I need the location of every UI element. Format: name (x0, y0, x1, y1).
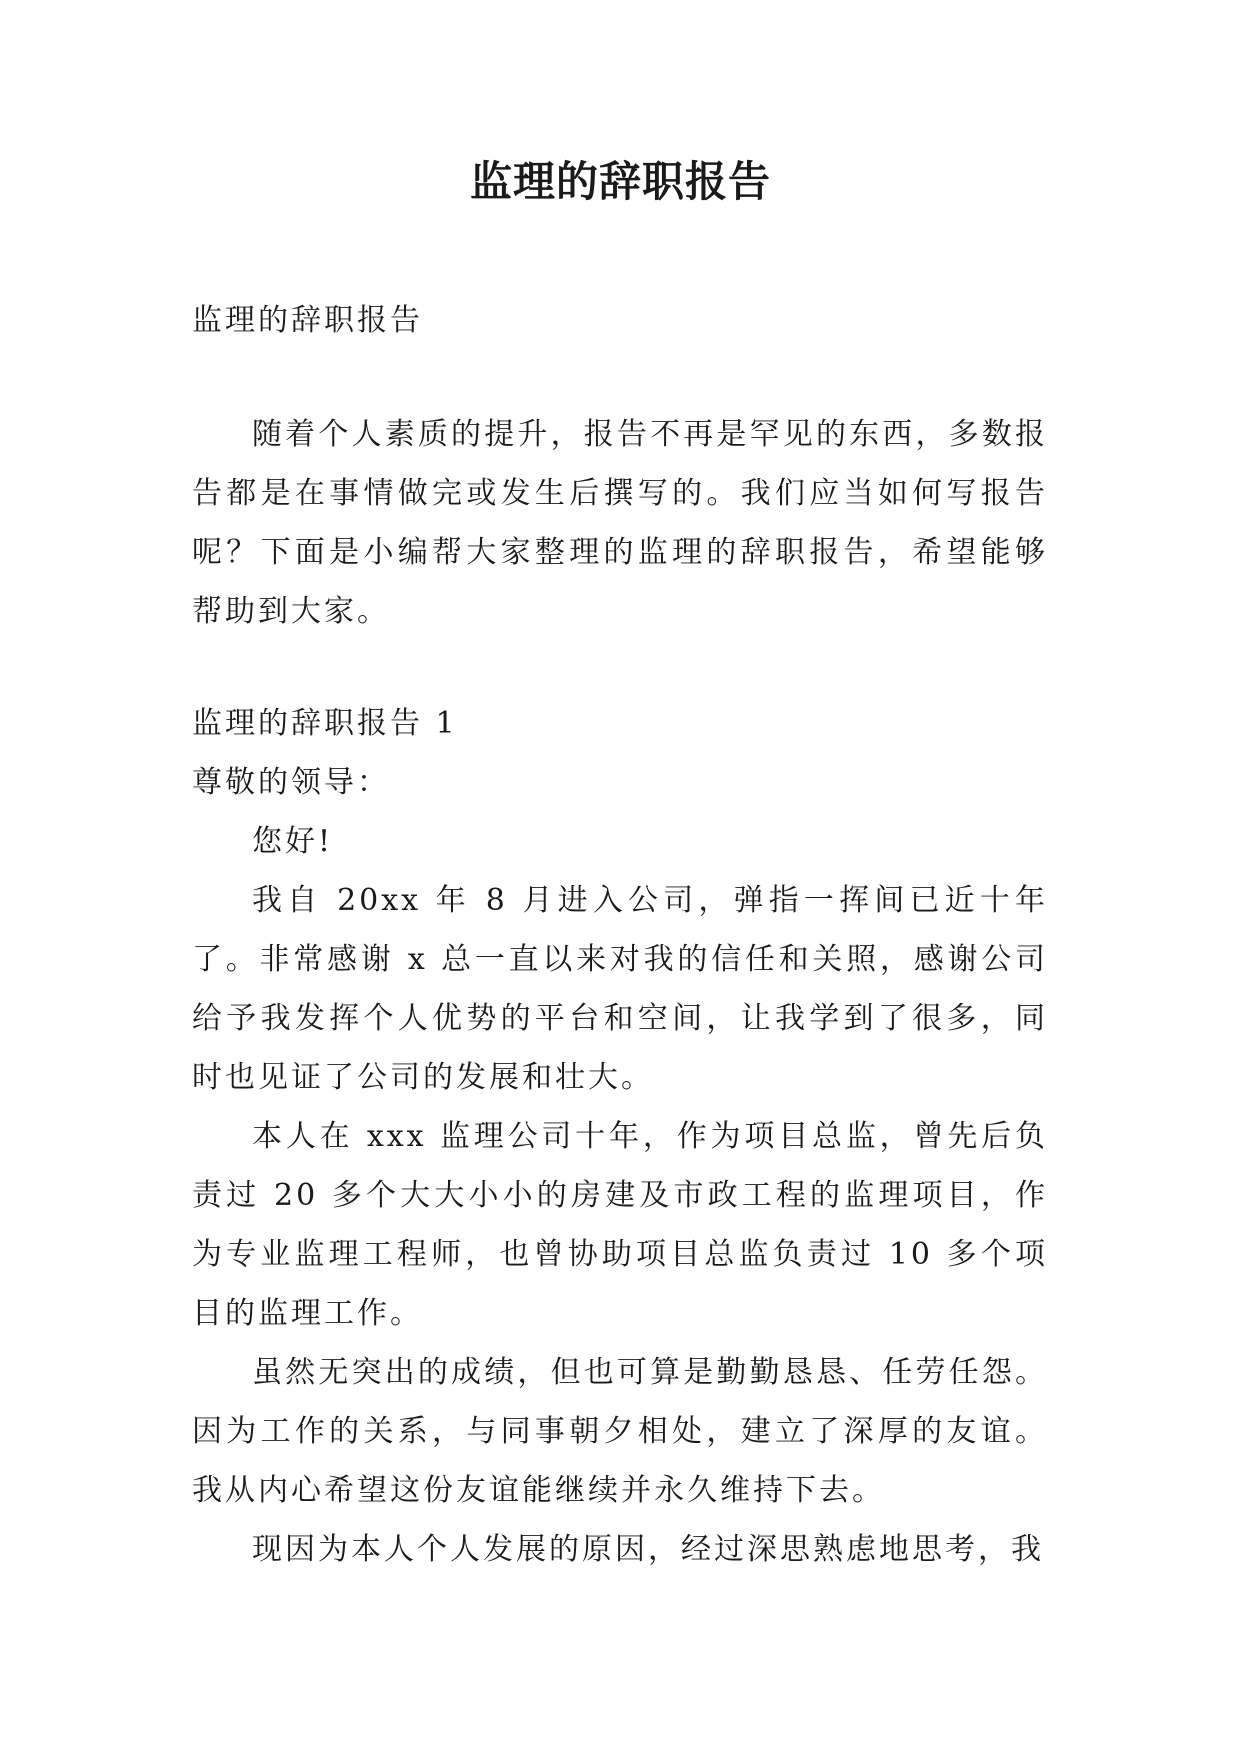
body-paragraph: 虽然无突出的成绩，但也可算是勤勤恳恳、任劳任怨。因为工作的关系，与同事朝夕相处，建立了深厚的友谊。我从内心希望这份友谊能继续并永久维持下去。 (192, 1355, 1048, 1508)
salutation: 尊敬的领导： (192, 765, 390, 800)
intro-section (192, 405, 1048, 641)
body-paragraph: 本人在 xxx 监理公司十年，作为项目总监，曾先后负责过 20 多个大大小小的房建及市政工程的监理项目，作为专业监理工程师，也曾协助项目总监负责过 10 多个项目的监理工作。 (192, 1119, 1048, 1331)
section-heading: 监理的辞职报告 1 (192, 706, 458, 741)
document-title: 监理的辞职报告 (469, 157, 771, 206)
intro-paragraph: 随着个人素质的提升，报告不再是罕见的东西，多数报告都是在事情做完或发生后撰写的。我们应当如何写报告呢？下面是小编帮大家整理的监理的辞职报告，希望能够帮助到大家。 (192, 417, 1048, 629)
body-paragraph: 现因为本人个人发展的原因，经过深思熟虑地思考，我 (252, 1532, 1044, 1567)
greeting: 您好! (252, 824, 334, 859)
body-paragraph: 我自 20xx 年 8 月进入公司，弹指一挥间已近十年了。非常感谢 x 总一直以来对我的信任和关照，感谢公司给予我发挥个人优势的平台和空间，让我学到了很多，同时也见证了公司的发展和壮大。 (192, 883, 1048, 1095)
letter-section (192, 694, 1048, 1579)
document-subtitle (192, 291, 1048, 350)
subtitle-text: 监理的辞职报告 (192, 303, 423, 338)
